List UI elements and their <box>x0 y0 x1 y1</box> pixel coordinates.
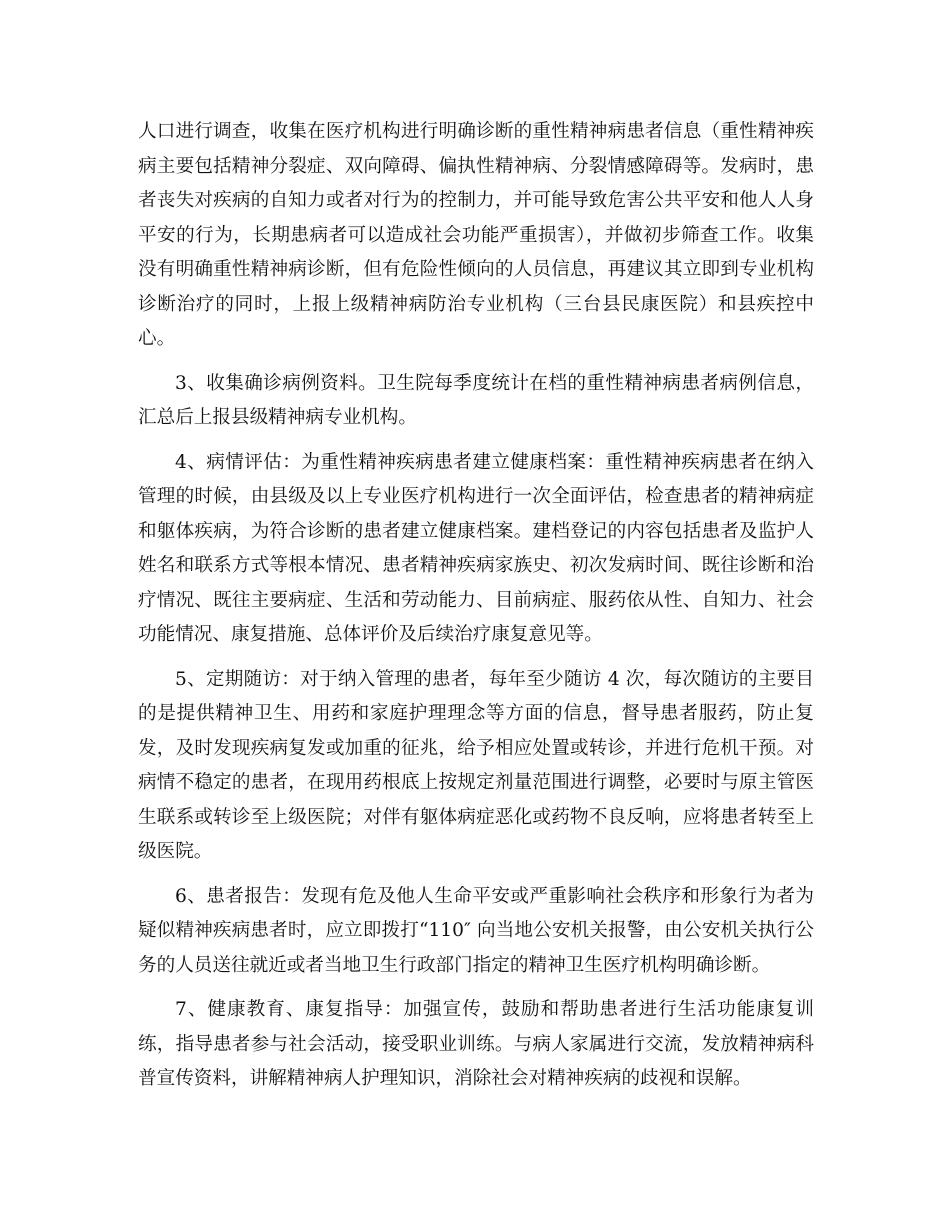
paragraph-line: 和躯体疾病，为符合诊断的患者建立健康档案。建档登记的内容包括患者及监护人 <box>138 520 814 542</box>
paragraph <box>138 663 814 870</box>
paragraph-line: 功能情况、康复措施、总体评价及后续治疗康复意见等。 <box>138 624 603 645</box>
document-body <box>138 115 814 1107</box>
paragraph <box>138 115 814 357</box>
paragraph-line: 普宣传资料，讲解精神病人护理知识，消除社会对精神疾病的歧视和误解。 <box>138 1068 752 1089</box>
paragraph-line: 6、患者报告：发现有危及他人生命平安或严重影响社会秩序和形象行为者为 <box>175 885 814 907</box>
paragraph-line: 平安的行为，长期患病者可以造成社会功能严重损害），并做初步筛查工作。收集 <box>138 224 814 246</box>
paragraph-line: 疑似精神疾病患者时，应立即拨打“110″ 向当地公安机关报警，由公安机关执行公 <box>138 920 814 941</box>
paragraph-line: 病主要包括精神分裂症、双向障碍、偏执性精神病、分裂情感障碍等。发病时，患 <box>138 155 814 177</box>
paragraph-line: 3、收集确诊病例资料。卫生院每季度统计在档的重性精神病患者病例信息， <box>175 372 814 394</box>
paragraph <box>138 993 814 1097</box>
paragraph <box>138 367 814 436</box>
paragraph-line: 心。 <box>138 328 176 349</box>
paragraph-line: 病情不稳定的患者，在现用药根底上按规定剂量范围进行调整，必要时与原主管医 <box>138 772 814 793</box>
paragraph-line: 发，及时发现疾病复发或加重的征兆，给予相应处置或转诊，并进行危机干预。对 <box>138 737 814 759</box>
paragraph <box>138 446 814 653</box>
paragraph-line: 生联系或转诊至上级医院；对伴有躯体病症恶化或药物不良反响，应将患者转至上 <box>138 806 814 828</box>
paragraph-line: 的是提供精神卫生、用药和家庭护理理念等方面的信息，督导患者服药，防止复 <box>138 703 814 724</box>
paragraph-line: 4、病情评估：为重性精神疾病患者建立健康档案：重性精神疾病患者在纳入 <box>175 451 814 473</box>
paragraph-line: 务的人员送往就近或者当地卫生行政部门指定的精神卫生医疗机构明确诊断。 <box>138 954 771 976</box>
paragraph-line: 人口进行调查，收集在医疗机构进行明确诊断的重性精神病患者信息（重性精神疾 <box>138 121 814 142</box>
paragraph-line: 诊断治疗的同时，上报上级精神病防治专业机构（三台县民康医院）和县疾控中 <box>138 293 814 315</box>
paragraph-line: 没有明确重性精神病诊断，但有危险性倾向的人员信息，再建议其立即到专业机构 <box>138 259 814 280</box>
paragraph-line: 姓名和联系方式等根本情况、患者精神疾病家族史、初次发病时间、既往诊断和治 <box>138 555 814 576</box>
paragraph-line: 练，指导患者参与社会活动，接受职业训练。与病人家属进行交流，发放精神病科 <box>138 1033 814 1055</box>
paragraph-line: 管理的时候，由县级及以上专业医疗机构进行一次全面评估，检查患者的精神病症 <box>138 486 814 507</box>
paragraph <box>138 880 814 984</box>
paragraph-line: 7、健康教育、康复指导：加强宣传，鼓励和帮助患者进行生活功能康复训 <box>175 999 814 1020</box>
paragraph-line: 疗情况、既往主要病症、生活和劳动能力、目前病症、服药依从性、自知力、社会 <box>138 589 814 611</box>
paragraph-line: 5、定期随访：对于纳入管理的患者，每年至少随访 4 次，每次随访的主要目 <box>175 668 814 690</box>
paragraph-line: 级医院。 <box>138 841 213 862</box>
paragraph-line: 者丧失对疾病的自知力或者对行为的控制力，并可能导致危害公共平安和他人人身 <box>138 190 814 211</box>
paragraph-line: 汇总后上报县级精神病专业机构。 <box>138 407 417 428</box>
